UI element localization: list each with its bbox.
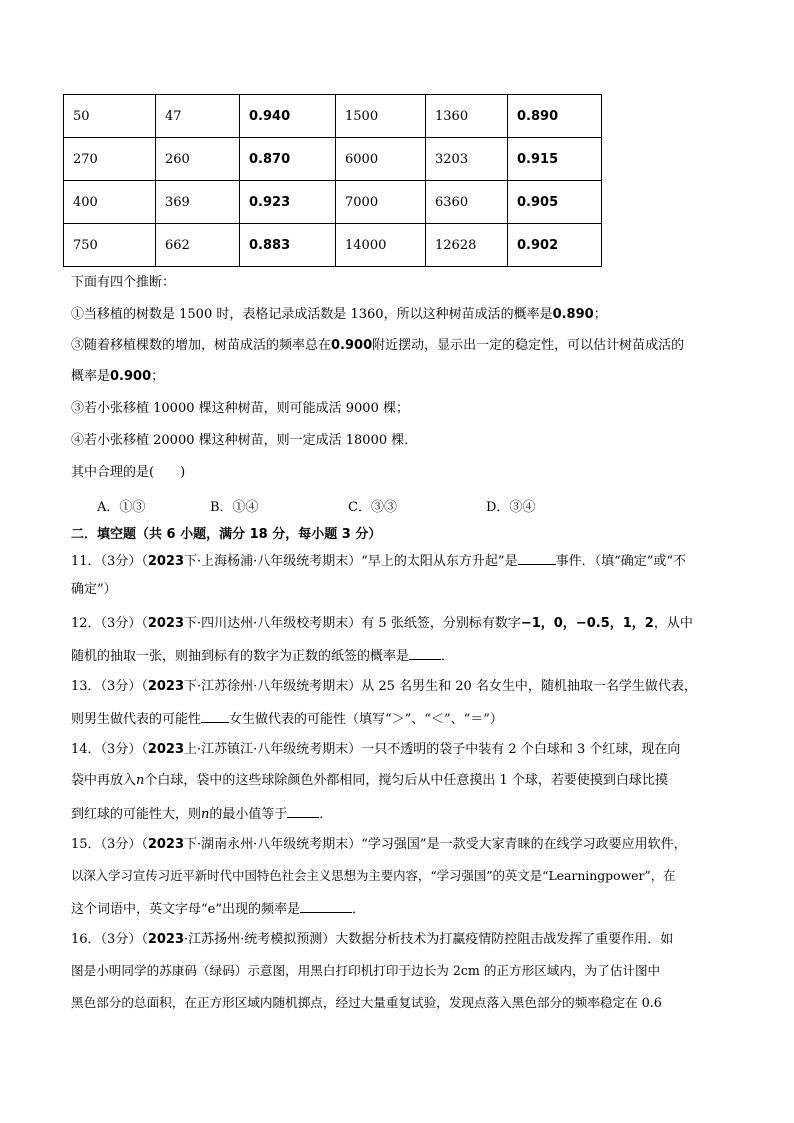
inference-2-line1: [71, 336, 726, 356]
question-16-line3: 黑色部分的总面积，在正方形区域内随机掷点，经过大量重复试验，发现点落入黑色部分的频率稳定在 0.6: [71, 995, 662, 1010]
table-cell: 0.915: [508, 138, 602, 181]
table-row: [64, 181, 602, 224]
section-2-title: 二．填空题（共 6 小题，满分 18 分，每小题 3 分）: [71, 527, 382, 542]
inference-2-line2: [71, 367, 726, 387]
q14-end: ．: [319, 807, 333, 822]
question-text: 其中合理的是( ): [71, 465, 186, 480]
q15-source: 下·湖南永州·八年级统考期末）“学习强国”是一款受大家青睐的在线学习政要应用软件，: [184, 837, 687, 852]
inference-1: [71, 305, 726, 325]
table-cell: 270: [64, 138, 156, 181]
q14-var-n: n: [136, 773, 145, 788]
q12-end: ．: [441, 649, 455, 664]
q12-year: 2023: [147, 616, 185, 631]
q13-score: （3分）（: [100, 679, 148, 694]
answer-options: [97, 496, 535, 515]
q16-score: （3分）（: [100, 932, 148, 947]
q14-year: 2023: [147, 742, 185, 757]
q15-score: （3分）（: [100, 837, 148, 852]
q14-source: 上·江苏镇江·八年级统考期末）一只不透明的袋子中装有 2 个白球和 3 个红球，现在向: [184, 742, 681, 757]
inference-2-value: 0.900: [331, 338, 373, 353]
q16-source: ·江苏扬州·统考模拟预测）大数据分析技术为打赢疫情防控阻击战发挥了重要作用．如: [184, 932, 674, 947]
question-14-line2: [71, 771, 726, 791]
q15-end: ．: [352, 902, 366, 917]
q14-number: 14．: [71, 742, 101, 757]
question-13-line1: [71, 677, 726, 697]
q11-tail: 事件．（填“确定”或“不: [555, 554, 687, 569]
q12-line2-text: 随机的抽取一张，则抽到标有的数字为正数的纸签的概率是: [71, 649, 410, 664]
question-12-line2: [71, 645, 726, 667]
inference-4: ④若小张移植 20000 棵这种树苗，则一定成活 18000 棵．: [71, 433, 418, 448]
table-cell: 0.890: [508, 95, 602, 138]
table-cell: 7000: [336, 181, 426, 224]
q14-score: （3分）（: [100, 742, 148, 757]
inference-1-end: ；: [593, 307, 607, 322]
question-14-line3: [71, 803, 726, 825]
table-cell: 47: [156, 95, 240, 138]
q14-line3-b: 的最小值等于: [209, 807, 288, 822]
q13-number: 13．: [71, 679, 101, 694]
inference-1-value: 0.890: [552, 307, 594, 322]
q15-year: 2023: [147, 837, 185, 852]
table-cell: 50: [64, 95, 156, 138]
inference-2-text-c: 概率是: [71, 369, 111, 384]
q14-line2-b: 个白球，袋中的这些球除颜色外都相同，搅匀后从中任意摸出 1 个球，若要使摸到白球比摸: [144, 773, 668, 788]
q15-blank: [300, 898, 352, 913]
q15-line3-a: 这个词语中，英文字母“e”出现的频率是: [71, 902, 300, 917]
q13-year: 2023: [147, 679, 185, 694]
table-cell: 6360: [426, 181, 508, 224]
table-cell: 750: [64, 224, 156, 267]
table-row: [64, 224, 602, 267]
q11-score: （3分）（: [100, 554, 148, 569]
q12-tail: ，从中: [653, 616, 693, 631]
question-11-line2: 确定”）: [71, 582, 117, 597]
table-cell: 1500: [336, 95, 426, 138]
table-cell: 0.923: [240, 181, 336, 224]
q14-line2-a: 袋中再放入: [71, 773, 137, 788]
q14-line3-a: 到红球的可能性大，则: [71, 807, 202, 822]
option-d: D．③④: [486, 500, 536, 515]
inference-2-text-a: ③随着移植棵数的增加，树苗成活的频率总在: [71, 338, 332, 353]
q12-numbers: −1，0，−0.5，1，2: [520, 616, 654, 631]
q12-number: 12．: [71, 616, 101, 631]
q16-year: 2023: [147, 932, 185, 947]
table-cell: 0.905: [508, 181, 602, 224]
table-cell: 0.902: [508, 224, 602, 267]
table-body: [64, 95, 602, 267]
table-cell: 662: [156, 224, 240, 267]
q11-source: 下·上海杨浦·八年级统考期末）“早上的太阳从东方升起”是: [184, 554, 518, 569]
question-15-line1: [71, 835, 726, 855]
table-row: [64, 95, 602, 138]
table-cell: 6000: [336, 138, 426, 181]
table-cell: 0.883: [240, 224, 336, 267]
table-cell: 260: [156, 138, 240, 181]
question-11-line1: [71, 550, 726, 572]
table-cell: 369: [156, 181, 240, 224]
question-16-line1: [71, 930, 726, 950]
table-row: [64, 138, 602, 181]
table-cell: 12628: [426, 224, 508, 267]
table-cell: 0.870: [240, 138, 336, 181]
inference-2-text-b: 附近摆动，显示出一定的稳定性，可以估计树苗成活的: [372, 338, 685, 353]
q13-blank: [201, 708, 229, 723]
question-15-line2: 以深入学习宣传习近平新时代中国特色社会主义思想为主要内容，“学习强国”的英文是“Learningpower”，在: [71, 868, 676, 883]
option-c: C．③③: [348, 500, 397, 515]
question-13-line2: [71, 708, 726, 730]
q12-source: 下·四川达州·八年级校考期末）有 5 张纸签，分别标有数字: [184, 616, 521, 631]
inference-1-text: ①当移植的树数是 1500 时，表格记录成活数是 1360，所以这种树苗成活的概率是: [71, 307, 553, 322]
q11-number: 11．: [71, 554, 101, 569]
table-cell: 3203: [426, 138, 508, 181]
q11-year: 2023: [147, 554, 185, 569]
q15-number: 15．: [71, 837, 101, 852]
question-15-line3: [71, 898, 726, 920]
inference-3: ③若小张移植 10000 棵这种树苗，则可能成活 9000 棵；: [71, 401, 409, 416]
q16-number: 16．: [71, 932, 101, 947]
q12-blank: [409, 645, 441, 660]
intro-text: 下面有四个推断：: [71, 275, 176, 290]
table-cell: 1360: [426, 95, 508, 138]
q14-blank: [287, 803, 319, 818]
q11-blank: [518, 550, 556, 565]
table-cell: 400: [64, 181, 156, 224]
table-cell: 14000: [336, 224, 426, 267]
data-table: [63, 94, 602, 267]
option-b: B．①④: [210, 500, 259, 515]
q13-line2-b: 女生做代表的可能性（填写“＞”、“＜”、“＝”）: [229, 712, 503, 727]
question-16-line2: 图是小明同学的苏康码（绿码）示意图，用黑白打印机打印于边长为 2cm 的正方形区域内，为了估计图中: [71, 963, 661, 978]
q13-source: 下·江苏徐州·八年级统考期末）从 25 名男生和 20 名女生中，随机抽取一名学生做代表，: [184, 679, 697, 694]
inference-2-value-2: 0.900: [110, 369, 152, 384]
q14-var-n-2: n: [201, 807, 210, 822]
question-12-line1: [71, 614, 726, 634]
inference-2-text-d: ；: [151, 369, 165, 384]
table-cell: 0.940: [240, 95, 336, 138]
q13-line2-a: 则男生做代表的可能性: [71, 712, 202, 727]
q12-score: （3分）（: [100, 616, 148, 631]
question-14-line1: [71, 740, 726, 760]
option-a: A．①③: [97, 500, 146, 515]
